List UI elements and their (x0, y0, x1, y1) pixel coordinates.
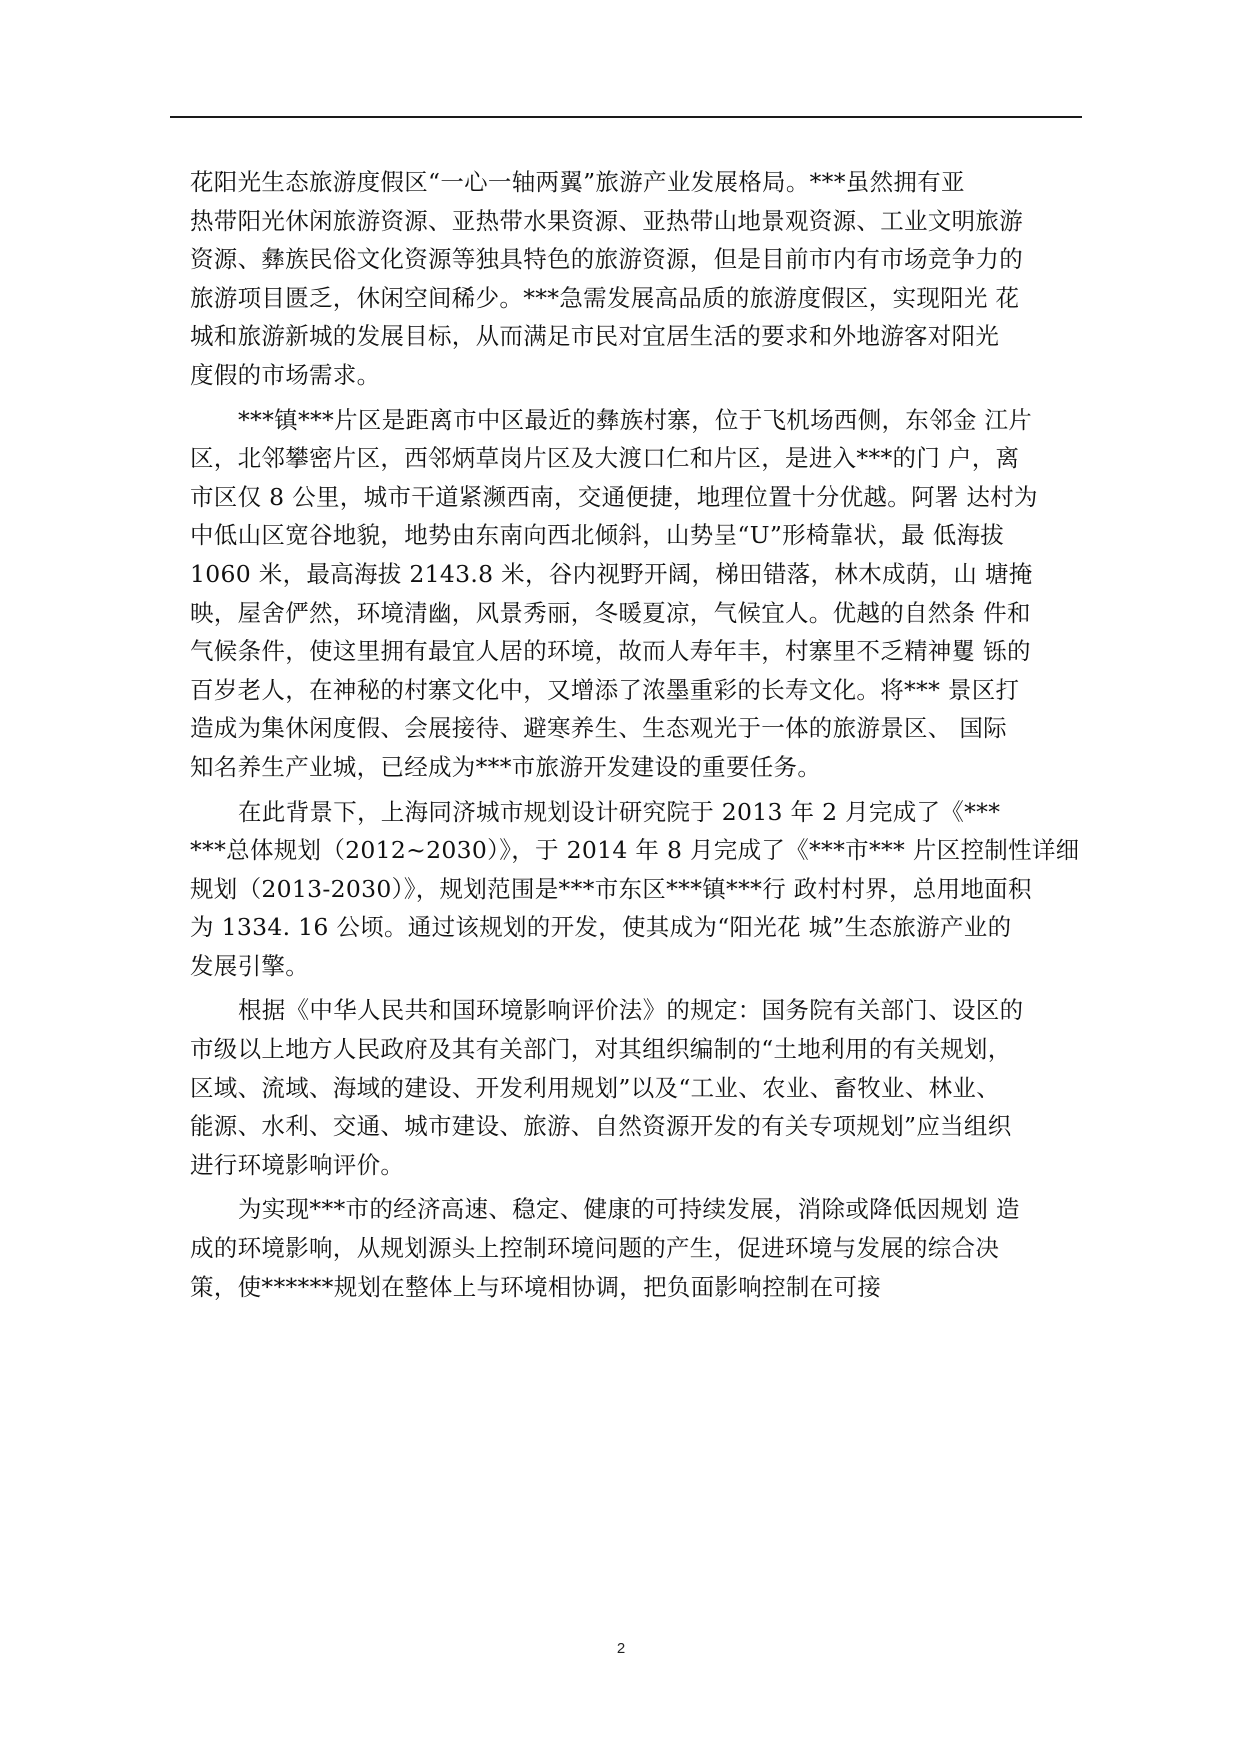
text-line: 造成为集休闲度假、会展接待、避寒养生、生态观光于一体的旅游景区、 国际 (190, 714, 1007, 743)
text-line: ***镇***片区是距离市中区最近的彝族村寨，位于飞机场西侧，东邻金 江片 (238, 405, 1033, 434)
text-line: 中低山区宽谷地貌，地势由东南向西北倾斜，山势呈“U”形椅靠状，最 低海拔 (190, 521, 1005, 550)
text-line: 1060 米，最高海拔 2143.8 米，谷内视野开阔，梯田错落，林木成荫，山 塘掩 (190, 559, 1033, 588)
header-rule (170, 116, 1082, 118)
document-body (190, 163, 1080, 1306)
text-line: 发展引擎。 (190, 951, 309, 980)
text-line: 旅游项目匮乏，休闲空间稀少。***急需发展高品质的旅游度假区，实现阳光 花 (190, 283, 1020, 312)
text-line: 规划（2013-2030）》，规划范围是***市东区***镇***行 政村村界，总用地面积 (190, 874, 1032, 903)
paragraph-1 (190, 163, 1070, 395)
text-line: 城和旅游新城的发展目标，从而满足市民对宜居生活的要求和外地游客对阳光 (190, 322, 1000, 351)
text-line: 为 1334. 16 公顷。通过该规划的开发，使其成为“阳光花 城”生态旅游产业的 (190, 913, 1012, 942)
page-number: 2 (616, 1640, 626, 1657)
text-line: 为实现***市的经济高速、稳定、健康的可持续发展，消除或降低因规划 造 (238, 1195, 1020, 1224)
text-line: 知名养生产业城，已经成为***市旅游开发建设的重要任务。 (190, 752, 822, 781)
text-line: 区域、流域、海域的建设、开发利用规划”以及“工业、农业、畜牧业、林业、 (190, 1073, 1001, 1102)
text-line: 百岁老人，在神秘的村寨文化中，又增添了浓墨重彩的长寿文化。将*** 景区打 (190, 675, 1020, 704)
text-line: 花阳光生态旅游度假区“一心一轴两翼”旅游产业发展格局。***虽然拥有亚 (190, 168, 965, 196)
text-line: 气候条件，使这里拥有最宜人居的环境，故而人寿年丰，村寨里不乏精神矍 铄的 (190, 637, 1031, 666)
text-line: 能源、水利、交通、城市建设、旅游、自然资源开发的有关专项规划”应当组织 (190, 1112, 1012, 1141)
text-line: 根据《中华人民共和国环境影响评价法》的规定：国务院有关部门、设区的 (238, 996, 1024, 1025)
text-line: 在此背景下，上海同济城市规划设计研究院于 2013 年 2 月完成了《*** (238, 797, 1001, 826)
text-line: 成的环境影响，从规划源头上控制环境问题的产生，促进环境与发展的综合决 (190, 1234, 1000, 1263)
paragraph-2 (190, 401, 1070, 787)
text-line: 热带阳光休闲旅游资源、亚热带水果资源、亚热带山地景观资源、工业文明旅游 (190, 206, 1023, 235)
paragraph-3 (190, 793, 1080, 986)
text-line: 区，北邻攀密片区，西邻炳草岗片区及大渡口仁和片区，是进入***的门 户，离 (190, 444, 1020, 473)
text-line: 市级以上地方人民政府及其有关部门，对其组织编制的“土地利用的有关规划， (190, 1035, 1012, 1064)
text-line: 映，屋舍俨然，环境清幽，风景秀丽，冬暖夏凉，气候宜人。优越的自然条 件和 (190, 598, 1031, 627)
text-line: ***总体规划（2012~2030）》，于 2014 年 8 月完成了《***市*** 片区控制性详细 (190, 836, 1080, 865)
text-line: 市区仅 8 公里，城市干道紧濒西南，交通便捷，地理位置十分优越。阿署 达村为 (190, 482, 1038, 511)
text-line: 策，使******规划在整体上与环境相协调，把负面影响控制在可接 (190, 1272, 882, 1301)
text-line: 度假的市场需求。 (190, 360, 381, 389)
paragraph-5 (190, 1190, 1070, 1306)
text-line: 进行环境影响评价。 (190, 1150, 405, 1179)
paragraph-4 (190, 991, 1070, 1184)
text-line: 资源、彝族民俗文化资源等独具特色的旅游资源，但是目前市内有市场竞争力的 (190, 245, 1023, 274)
